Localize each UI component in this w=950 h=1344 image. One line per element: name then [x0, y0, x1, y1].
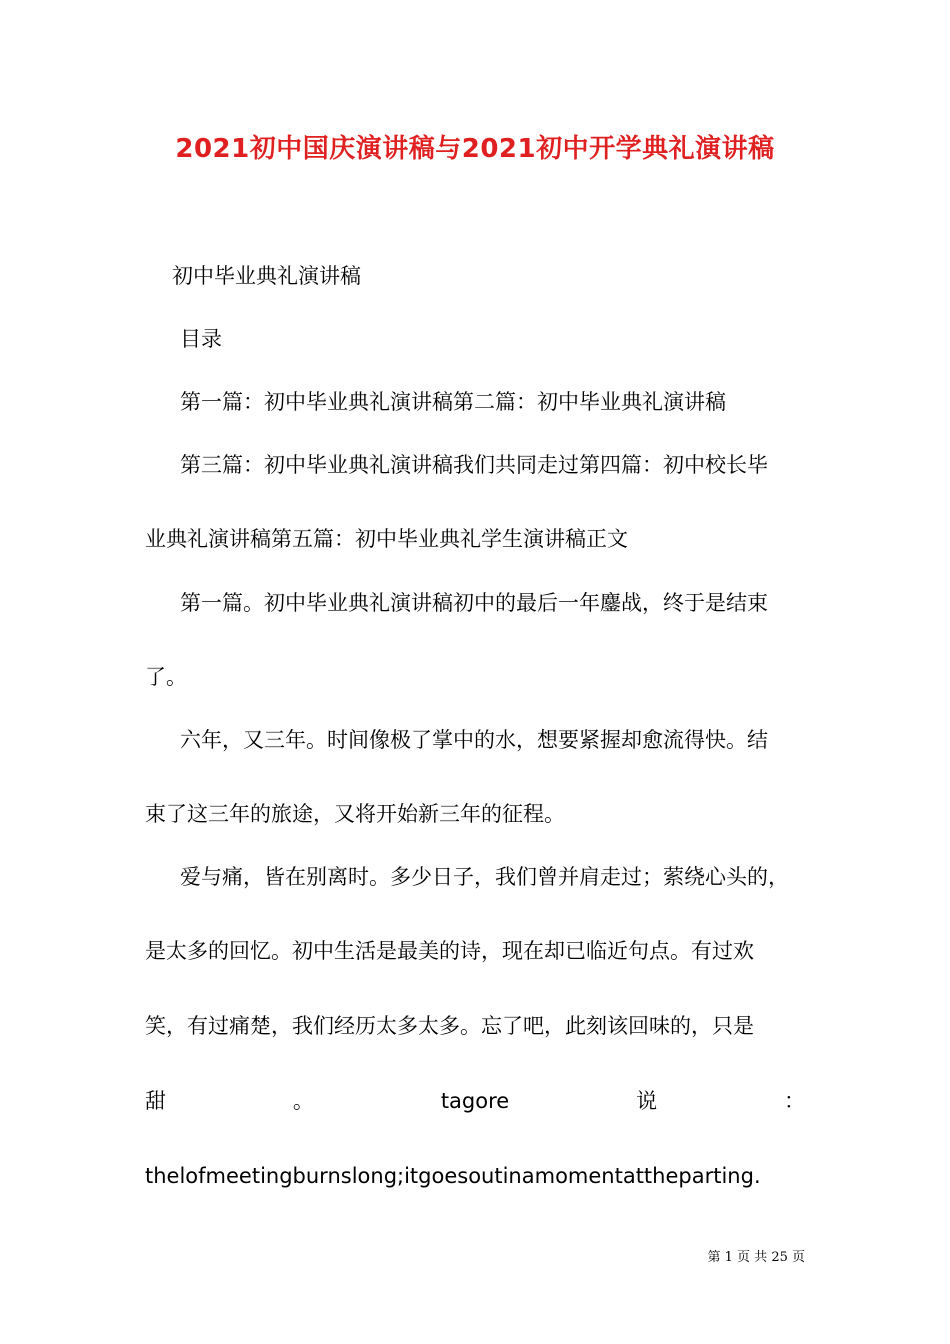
- justified-word: 说: [636, 1089, 658, 1113]
- toc-line-3: 业典礼演讲稿第五篇：初中毕业典礼学生演讲稿正文: [145, 527, 628, 551]
- justified-word: 。: [292, 1089, 314, 1113]
- paragraph-3-line-1: 爱与痛，皆在别离时。多少日子，我们曾并肩走过；萦绕心头的，: [180, 865, 789, 889]
- toc-line-2: 第三篇：初中毕业典礼演讲稿我们共同走过第四篇：初中校长毕: [180, 453, 768, 477]
- page-number-footer: 第 1 页 共 25 页: [707, 1250, 805, 1265]
- paragraph-3-line-5: thelofmeetingburnslong;itgoesoutinamomentattheparting.: [145, 1164, 761, 1188]
- paragraph-2-line-1: 六年，又三年。时间像极了掌中的水，想要紧握却愈流得快。结: [180, 728, 768, 752]
- subtitle: 初中毕业典礼演讲稿: [172, 264, 361, 288]
- justified-word: tagore: [440, 1089, 510, 1113]
- justified-word: ：: [784, 1089, 805, 1113]
- paragraph-1-line-2: 了。: [145, 665, 187, 689]
- document-title: 2021初中国庆演讲稿与2021初中开学典礼演讲稿: [175, 134, 775, 164]
- paragraph-2-line-2: 束了这三年的旅途，又将开始新三年的征程。: [145, 802, 565, 826]
- paragraph-3-line-4: [145, 1086, 805, 1116]
- toc-heading: 目录: [180, 327, 222, 351]
- paragraph-1-line-1: 第一篇。初中毕业典礼演讲稿初中的最后一年鏖战，终于是结束: [180, 591, 768, 615]
- paragraph-3-line-3: 笑，有过痛楚，我们经历太多太多。忘了吧，此刻该回味的，只是: [145, 1014, 754, 1038]
- paragraph-3-line-2: 是太多的回忆。初中生活是最美的诗，现在却已临近句点。有过欢: [145, 939, 754, 963]
- toc-line-1: 第一篇：初中毕业典礼演讲稿第二篇：初中毕业典礼演讲稿: [180, 390, 726, 414]
- justified-word: 甜: [145, 1089, 166, 1113]
